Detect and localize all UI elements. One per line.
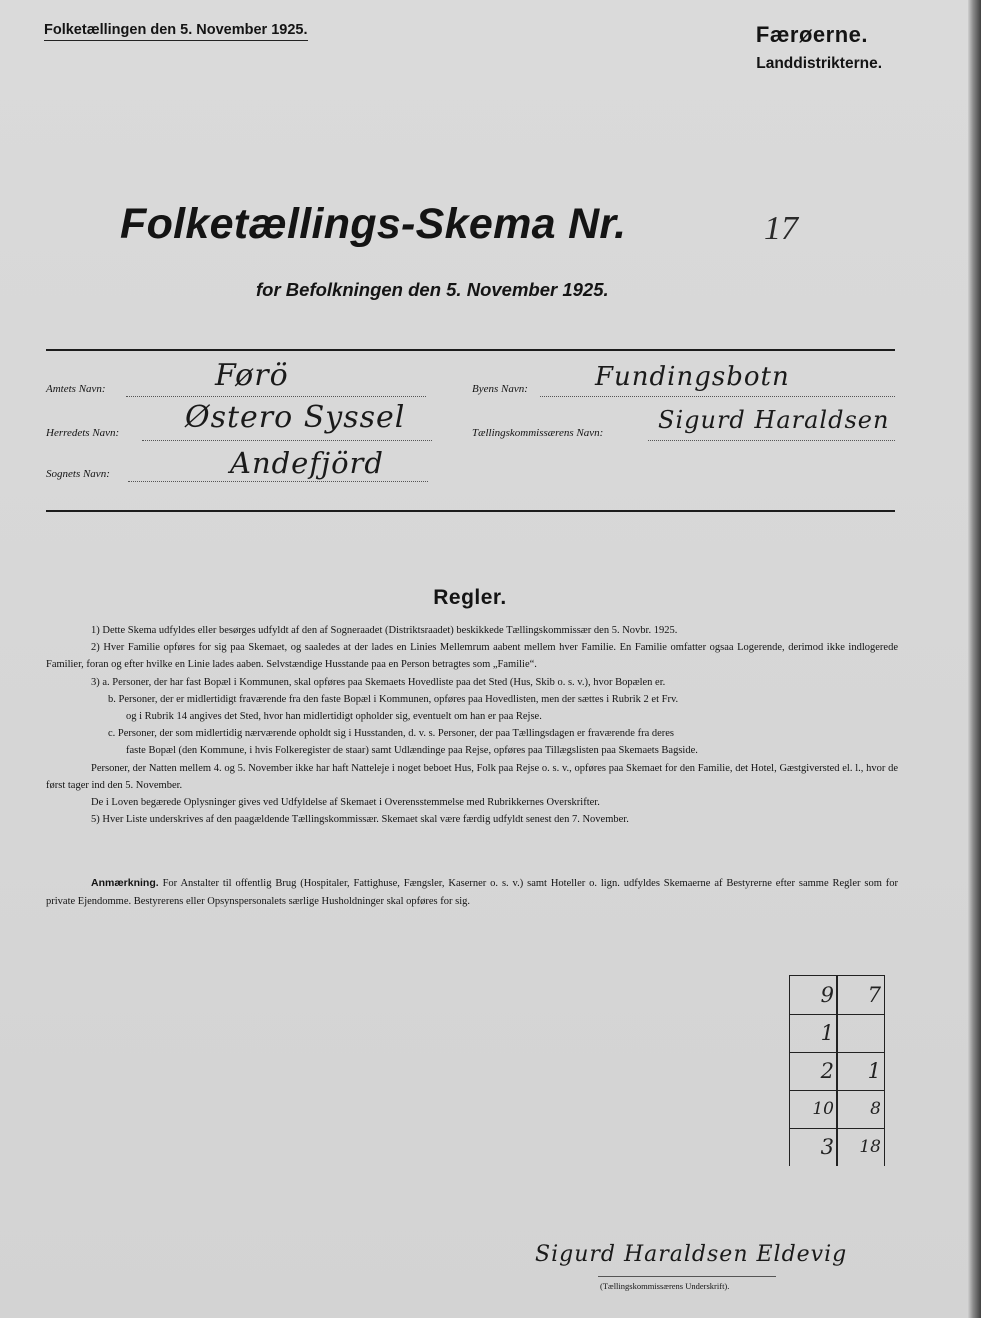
- region-title: Færøerne.: [755, 22, 868, 47]
- by-label: Byens Navn:: [472, 383, 528, 395]
- tally-cell-right: 7: [867, 983, 881, 1007]
- form-title: Folketællings-Skema Nr.: [120, 200, 627, 248]
- tally-cell-left: 10: [812, 1099, 834, 1119]
- remark-text: For Anstalter til offentlig Brug (Hospitaler, Fattighuse, Fængsler, Kaserner o. s. v.) samt Hoteller o. lign. udfyldes Skemaerne af Bestyrerne efter samme Regler som for private Ejendomme. Bestyrerens eller Opsynspersonalets særlige Husholdninger skal opføres for sig.: [46, 878, 898, 907]
- kommissaer-dotline: [648, 440, 895, 441]
- tally-divider: [836, 976, 838, 1166]
- herred-value: Østero Syssel: [185, 400, 406, 435]
- tally-table: [789, 975, 885, 1166]
- rule-3b-line2: og i Rubrik 14 angives det Sted, hvor han midlertidigt opholder sig, eventuelt om han er paa Rejse.: [126, 711, 542, 723]
- remark-label: Anmærkning.: [91, 877, 159, 889]
- herred-dotline: [142, 440, 432, 441]
- bottom-divider: [46, 510, 895, 512]
- region-subtitle: Landdistrikterne.: [756, 55, 882, 72]
- kommissaer-label: Tællingskommissærens Navn:: [472, 427, 604, 439]
- census-header-left: Folketællingen den 5. November 1925.: [44, 22, 308, 41]
- rule-1: 1) Dette Skema udfyldes eller besørges udfyldt af den af Sogneraadet (Distriktsraadet) beskikkede Tællingskommissær den 5. Novbr. 1925.: [91, 625, 678, 636]
- tally-cell-left: 9: [820, 983, 834, 1007]
- tally-cell-right: [837, 1014, 881, 1052]
- rule-4: Personer, der Natten mellem 4. og 5. November ikke har haft Natteleje i noget beboet Hus, Folk paa Rejse o. s. v., opføres paa Skemaet for den Familie, det Hotel, Gæstgiversted el. l., hvor de først tager ind den 5. November.: [46, 762, 898, 791]
- kommissaer-value: Sigurd Haraldsen: [658, 406, 890, 434]
- remark-paragraph: [46, 875, 898, 910]
- signature-line: [598, 1276, 776, 1277]
- sogn-dotline: [128, 481, 428, 482]
- rules-heading: Regler.: [433, 586, 507, 609]
- tally-cell-left: 2: [820, 1059, 834, 1083]
- rule-3a: 3) a. Personer, der har fast Bopæl i Kommunen, skal opføres paa Skemaets Hovedliste paa det Sted (Hus, Skib o. s. v.), hvor Bopælen er.: [91, 676, 666, 688]
- tally-cell-left: 1: [820, 1021, 834, 1045]
- tally-cell-right: 1: [867, 1059, 881, 1083]
- amt-value: Førö: [215, 358, 289, 393]
- rules-body: [46, 622, 898, 828]
- by-dotline: [540, 396, 895, 397]
- form-number-handwritten: 17: [764, 210, 798, 247]
- tally-cell-right: 18: [859, 1137, 881, 1157]
- by-value: Fundingsbotn: [595, 362, 790, 392]
- top-divider: [46, 349, 895, 351]
- page-edge: [968, 0, 981, 1318]
- amt-dotline: [126, 396, 426, 397]
- rule-loven: De i Loven begærede Oplysninger gives ved Udfyldelse af Skemaet i Overensstemmelse med Rubrikkernes Overskrifter.: [91, 797, 600, 809]
- form-subtitle: for Befolkningen den 5. November 1925.: [256, 279, 609, 300]
- rule-3c-line2: faste Bopæl (den Kommune, i hvis Folkeregister de staar) samt Udlændinge paa Rejse, opføres paa Tillægslisten paa Skemaets Bagside.: [126, 745, 698, 757]
- signature: Sigurd Haraldsen Eldevig: [535, 1242, 848, 1267]
- tally-cell-left: 3: [820, 1135, 834, 1159]
- rule-3b-line1: b. Personer, der er midlertidigt fraværende fra den faste Bopæl i Kommunen, opføres paa Hovedlisten, men der sættes i Rubrik 2 et Frv.: [108, 693, 679, 705]
- tally-cell-right: 8: [870, 1099, 881, 1119]
- amt-label: Amtets Navn:: [46, 383, 106, 395]
- rule-3c-line1: c. Personer, der som midlertidig nærværende opholdt sig i Husstanden, d. v. s. Personer, der paa Tællingsdagen er fraværende fra deres: [108, 728, 675, 740]
- sogn-value: Andefjörd: [230, 446, 384, 480]
- herred-label: Herredets Navn:: [46, 427, 120, 439]
- signature-caption: (Tællingskommissærens Underskrift).: [600, 1281, 730, 1291]
- rule-2: 2) Hver Familie opføres for sig paa Skemaet, og saaledes at der lades en Linies Mellemrum aabent mellem hver Familie. En Familie omfatter ogsaa Logerende, derimod ikke indlogerede Familier, foran og efter hvilke en Linie lades aaben. Selvstændige Husstande paa en Person betragtes som „Familie“.: [46, 642, 898, 671]
- sogn-label: Sognets Navn:: [46, 468, 110, 480]
- rule-5: 5) Hver Liste underskrives af den paagældende Tællingskommissær. Skemaet skal være færdig udfyldt senest den 7. November.: [91, 814, 629, 826]
